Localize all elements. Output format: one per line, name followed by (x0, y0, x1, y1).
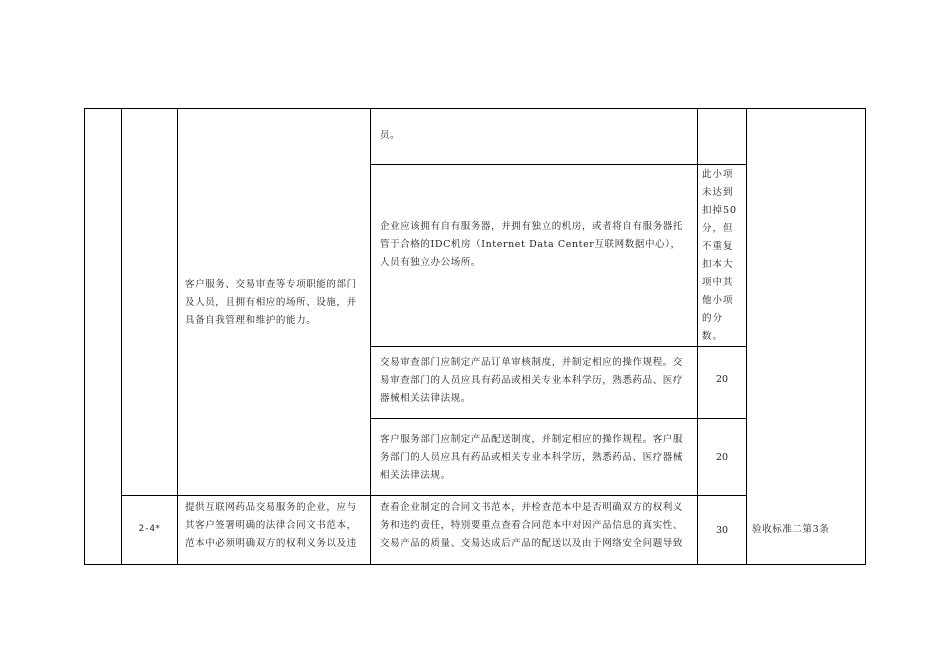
row4-detail: 客户服务部门应制定产品配送制度，并制定相应的操作规程。客户服务部门的人员应具有药品或相关专业本科学历，熟悉药品、医疗器械相关法律法规。 (380, 434, 684, 481)
row-divider (121, 495, 746, 496)
group-requirement: 客户服务、交易审查等专项职能的部门及人员，且拥有相应的场所、设施，并具备自我管理和维护的能力。 (185, 279, 357, 326)
col-divider (865, 108, 866, 565)
row-divider (370, 418, 746, 419)
row4-score: 20 (715, 452, 729, 463)
col-divider (697, 108, 698, 565)
col-divider (177, 108, 178, 565)
row3-score: 20 (715, 374, 729, 385)
row-divider (370, 346, 746, 347)
col-divider (84, 108, 85, 565)
row5-score: 30 (715, 525, 729, 536)
row2-detail: 企业应该拥有自有服务器，并拥有独立的机房，或者将自有服务器托管于合格的IDC机房（Internet Data Center互联网数据中心），人员有独立办公场所。 (380, 221, 684, 268)
col-divider (746, 108, 747, 565)
col-divider (370, 108, 371, 565)
row3-detail: 交易审查部门应制定产品订单审核制度，并制定相应的操作规程。交易审查部门的人员应具有药品或相关专业本科学历，熟悉药品、医疗器械相关法律法规。 (380, 357, 684, 404)
table-border-top (84, 108, 865, 109)
row1-detail: 员。 (380, 130, 401, 141)
row-divider (370, 164, 746, 165)
col-divider (121, 108, 122, 565)
row5-detail: 查看企业制定的合同文书范本，并检查范本中是否明确双方的权利义务和违约责任，特别要重点查看合同范本中对因产品信息的真实性、交易产品的质量、交易达成后产品的配送以及由于网络安全问题导致 (380, 502, 684, 549)
row5-requirement: 提供互联网药品交易服务的企业，应与其客户签署明确的法律合同文书范本，范本中必须明确双方的权利义务以及违 (185, 502, 357, 549)
row2-score-note: 此小项未达到扣掉50分，但不重复扣本大项中其他小项的分数。 (702, 169, 738, 342)
row5-id: 2-4* (138, 524, 161, 534)
row5-basis: 验收标准二第3条 (752, 524, 830, 535)
table-border-bottom (84, 564, 865, 565)
